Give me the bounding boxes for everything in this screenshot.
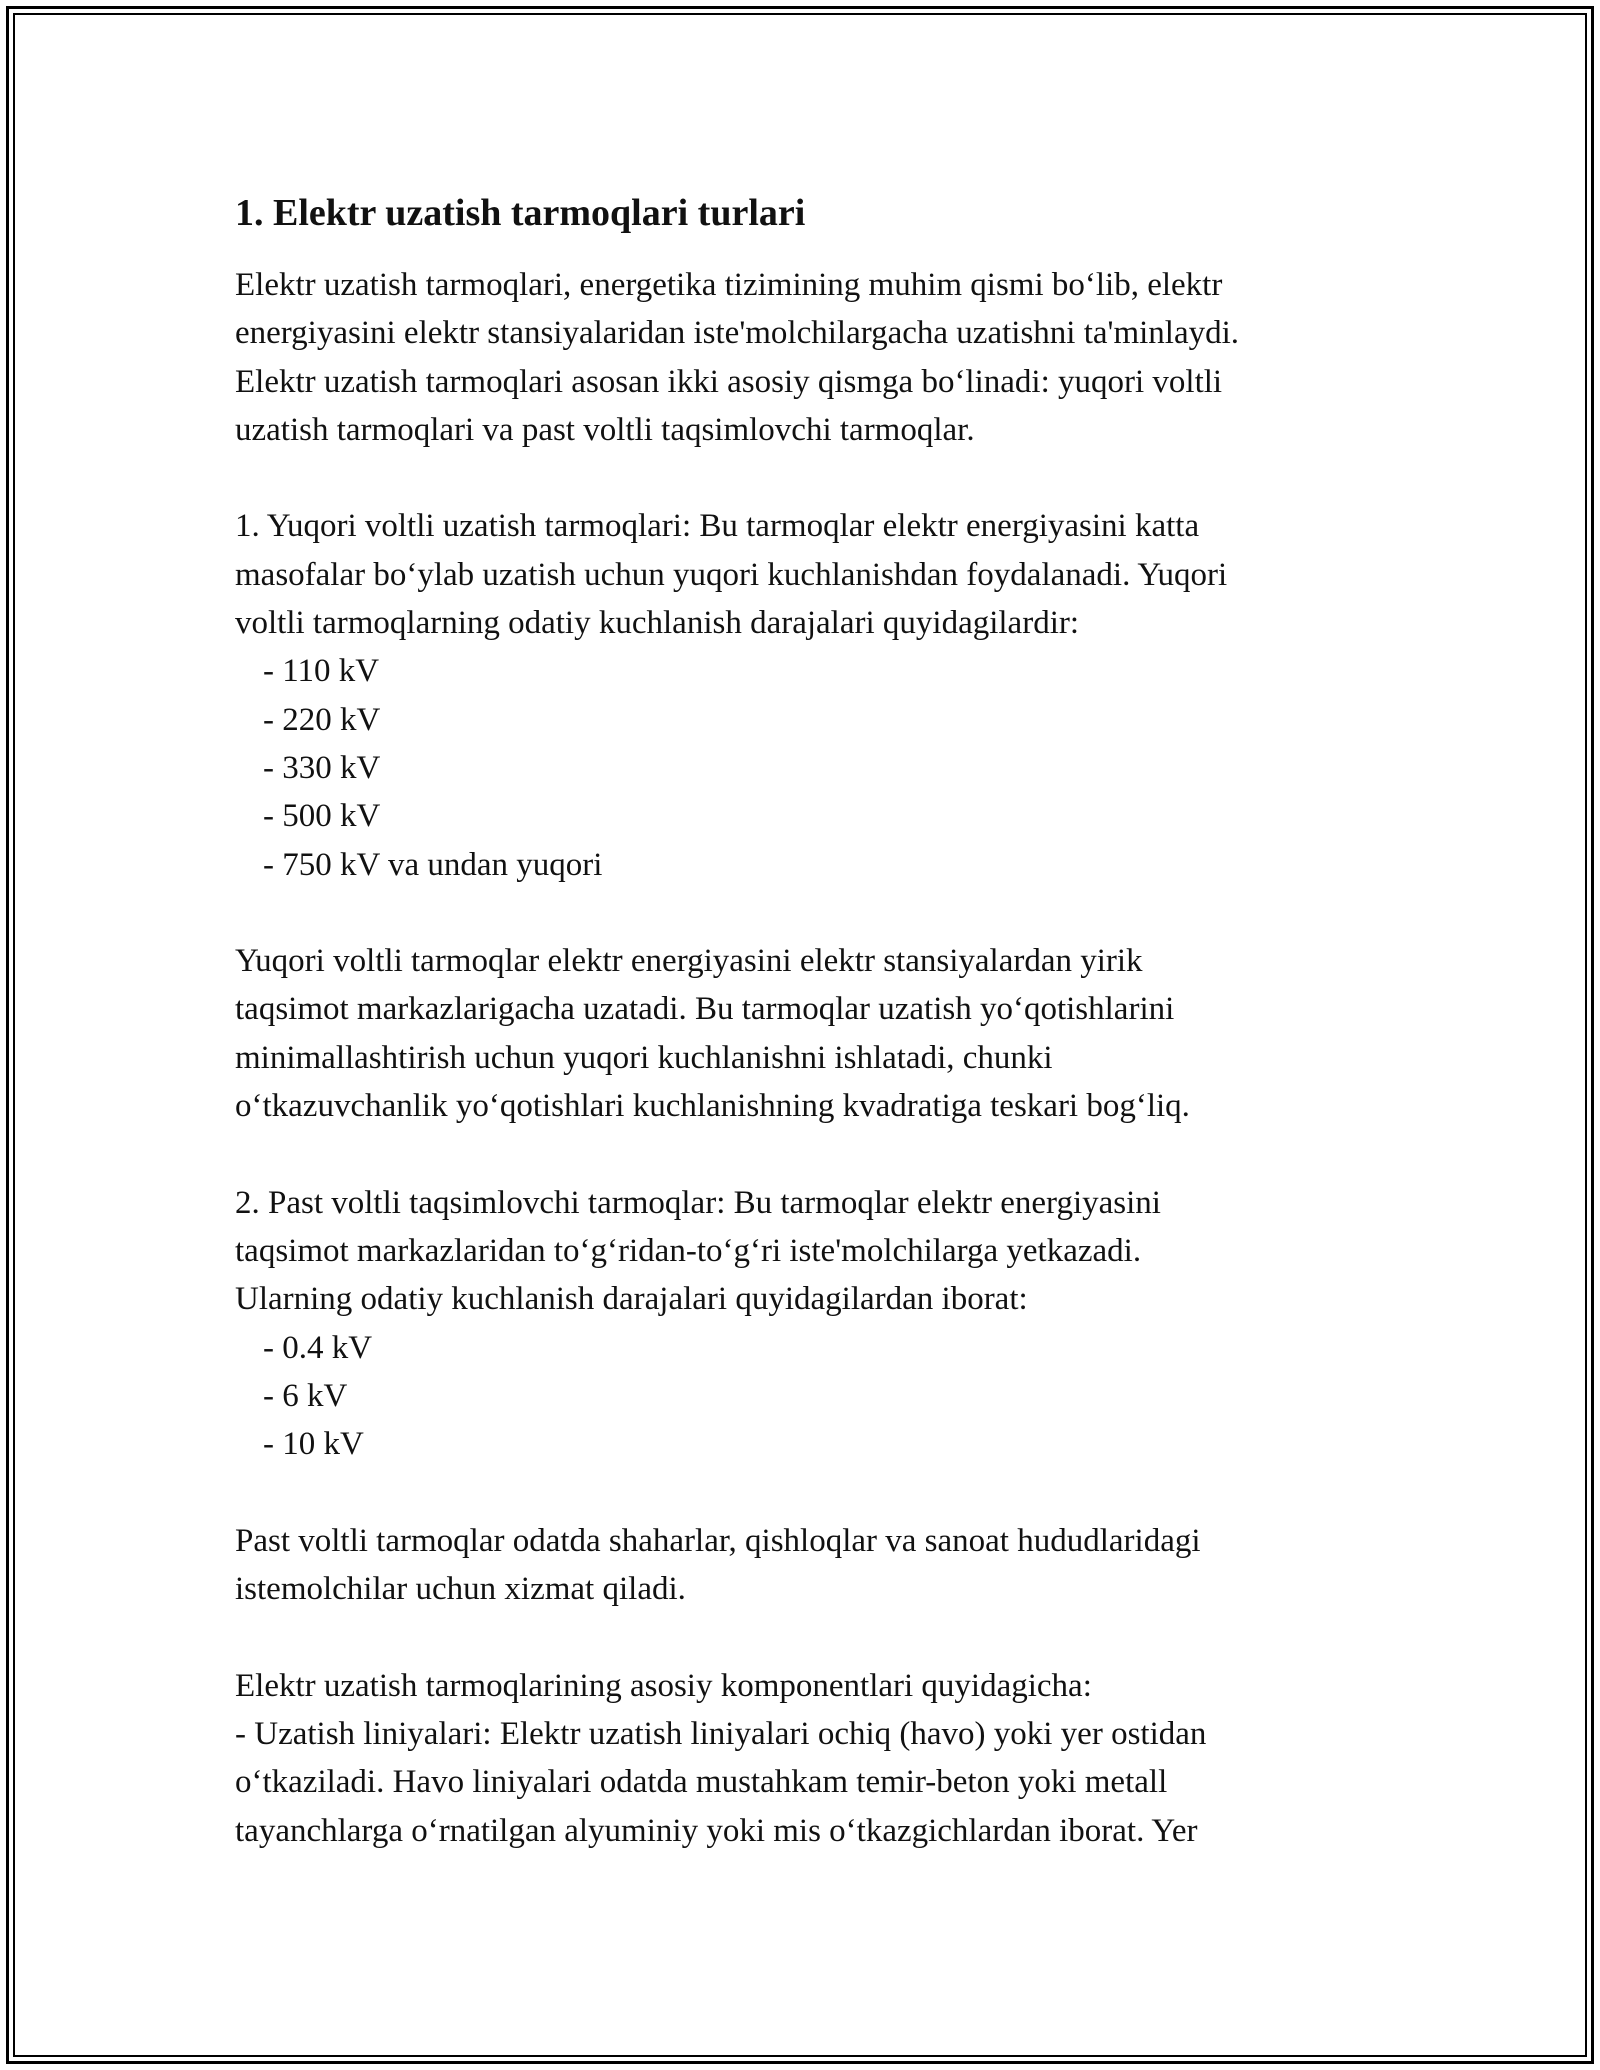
blank-line xyxy=(235,1613,1365,1661)
paragraph-line: Ularning odatiy kuchlanish darajalari quyidagilardan iborat: xyxy=(235,1281,1028,1318)
paragraph-line: uzatish tarmoqlari va past voltli taqsimlovchi tarmoqlar. xyxy=(235,411,975,448)
list-item: - 110 kV xyxy=(263,653,380,690)
low-voltage-paragraph xyxy=(235,1179,1365,1324)
intro-paragraph xyxy=(235,261,1365,454)
paragraph-line: tayanchlarga o‘rnatilgan alyuminiy yoki mis o‘tkazgichlardan iborat. Yer xyxy=(235,1812,1198,1849)
blank-line xyxy=(235,889,1365,937)
paragraph-line: Yuqori voltli tarmoqlar elektr energiyasini elektr stansiyalardan yirik xyxy=(235,943,1143,980)
list-item: - 6 kV xyxy=(263,1377,348,1414)
list-item: - 330 kV xyxy=(263,749,381,786)
list-item: - 750 kV va undan yuqori xyxy=(263,846,603,883)
high-voltage-levels-list xyxy=(235,647,1365,888)
low-voltage-note-paragraph xyxy=(235,1517,1365,1614)
list-item: - 220 kV xyxy=(263,701,381,738)
paragraph-line: Elektr uzatish tarmoqlarining asosiy komponentlari quyidagicha: xyxy=(235,1667,1092,1704)
paragraph-line: masofalar bo‘ylab uzatish uchun yuqori kuchlanishdan foydalanadi. Yuqori xyxy=(235,556,1228,593)
paragraph-line: o‘tkazuvchanlik yo‘qotishlari kuchlanishning kvadratiga teskari bog‘liq. xyxy=(235,1088,1190,1125)
blank-line xyxy=(235,1130,1365,1178)
high-voltage-note-paragraph xyxy=(235,937,1365,1130)
paragraph-line: Past voltli tarmoqlar odatda shaharlar, qishloqlar va sanoat hududlaridagi xyxy=(235,1522,1201,1559)
paragraph-line: Elektr uzatish tarmoqlari asosan ikki asosiy qismga bo‘linadi: yuqori voltli xyxy=(235,363,1223,400)
paragraph-line: o‘tkaziladi. Havo liniyalari odatda mustahkam temir-beton yoki metall xyxy=(235,1764,1168,1801)
paragraph-line: - Uzatish liniyalari: Elektr uzatish liniyalari ochiq (havo) yoki yer ostidan xyxy=(235,1715,1207,1752)
paragraph-line: istemolchilar uchun xizmat qiladi. xyxy=(235,1571,686,1608)
paragraph-line: voltli tarmoqlarning odatiy kuchlanish darajalari quyidagilardir: xyxy=(235,605,1080,642)
paragraph-line: 1. Yuqori voltli uzatish tarmoqlari: Bu tarmoqlar elektr energiyasini katta xyxy=(235,508,1200,545)
low-voltage-levels-list xyxy=(235,1324,1365,1469)
paragraph-line: minimallashtirish uchun yuqori kuchlanishni ishlatadi, chunki xyxy=(235,1039,1053,1076)
list-item: - 0.4 kV xyxy=(263,1329,373,1366)
paragraph-line: energiyasini elektr stansiyalaridan iste'molchilargacha uzatishni ta'minlaydi. xyxy=(235,315,1240,352)
paragraph-line: taqsimot markazlaridan to‘g‘ridan-to‘g‘ri iste'molchilarga yetkazadi. xyxy=(235,1232,1142,1269)
paragraph-line: Elektr uzatish tarmoqlari, energetika tizimining muhim qismi bo‘lib, elektr xyxy=(235,267,1223,303)
blank-line xyxy=(235,454,1365,502)
paragraph-line: 2. Past voltli taqsimlovchi tarmoqlar: Bu tarmoqlar elektr energiyasini xyxy=(235,1184,1161,1221)
high-voltage-paragraph xyxy=(235,502,1365,647)
components-paragraph xyxy=(235,1662,1365,1855)
list-item: - 10 kV xyxy=(263,1426,364,1463)
list-item: - 500 kV xyxy=(263,798,381,835)
document-body xyxy=(235,185,1365,1855)
section-heading: 1. Elektr uzatish tarmoqlari turlari xyxy=(235,192,806,234)
paragraph-line: taqsimot markazlarigacha uzatadi. Bu tarmoqlar uzatish yo‘qotishlarini xyxy=(235,991,1175,1028)
blank-line xyxy=(235,1468,1365,1516)
